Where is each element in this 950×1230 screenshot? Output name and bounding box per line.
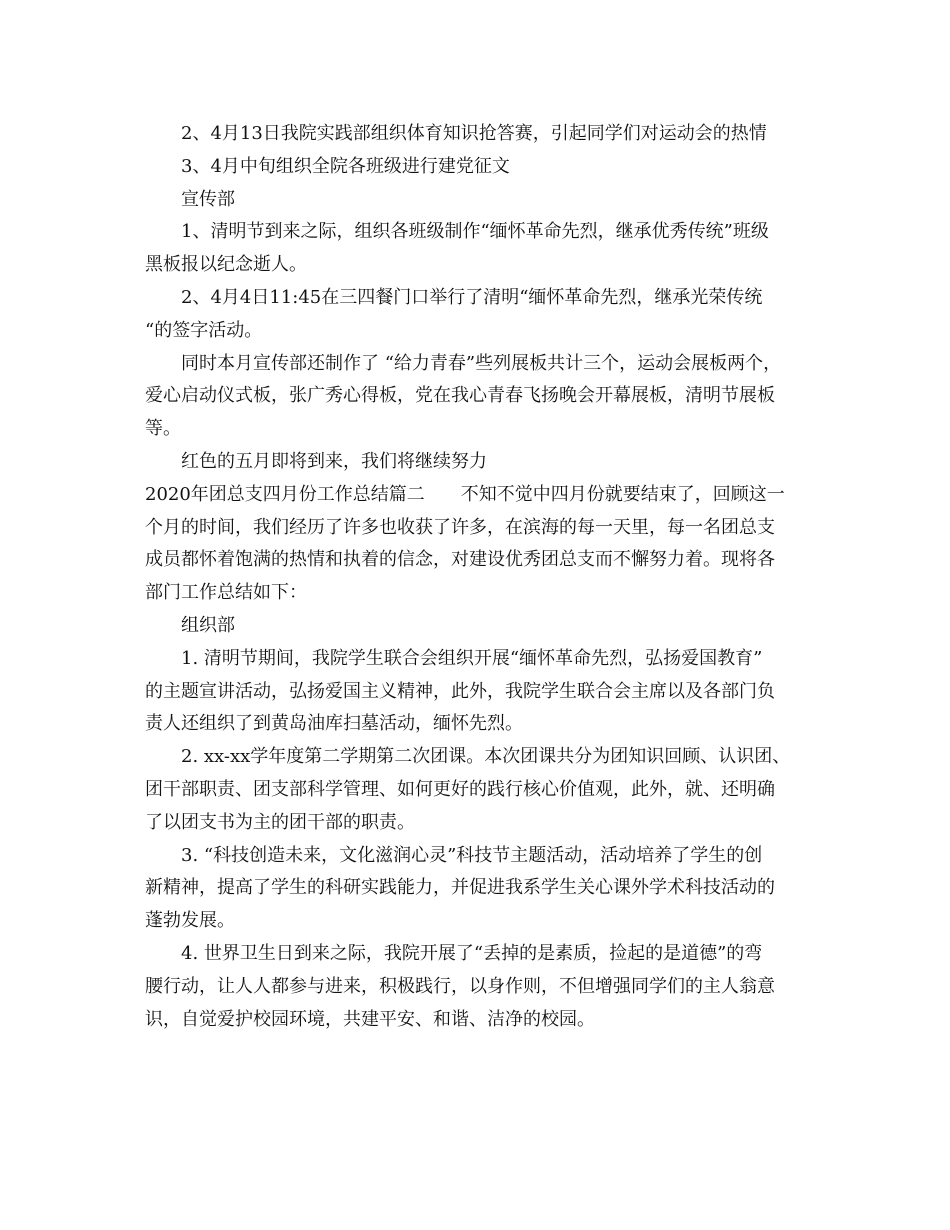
text-line: 等。 [145,418,181,440]
text-line: 1. 清明节期间，我院学生联合会组织开展“缅怀革命先烈，弘扬爱国教育” [145,647,763,669]
text-line: 新精神，提高了学生的科研实践能力，并促进我系学生关心课外学术科技活动的 [145,877,775,899]
section-heading: 宣传部 [145,188,235,210]
text-line: 蓬勃发展。 [145,910,235,932]
document-body [145,118,805,1036]
text-line: 的主题宣讲活动，弘扬爱国主义精神，此外，我院学生联合会主席以及各部门负 [145,680,775,702]
text-line: 部门工作总结如下： [145,582,307,604]
text-line: 黑板报以纪念逝人。 [145,254,307,276]
text-line: 了以团支书为主的团干部的职责。 [145,811,415,833]
section-heading: 组织部 [145,614,235,636]
text-line: 团干部职责、团支部科学管理、如何更好的践行核心价值观，此外，就、还明确 [145,778,775,800]
text-line: 2、4月13日我院实践部组织体育知识抢答赛，引起同学们对运动会的热情 [145,123,767,144]
text-line: 识，自觉爱护校园环境，共建平安、和谐、洁净的校园。 [145,1008,595,1030]
text-line: 2. xx-xx学年度第二学期第二次团课。本次团课共分为团知识回顾、认识团、 [145,746,791,768]
text-line: 责人还组织了到黄岛油库扫墓活动，缅怀先烈。 [145,713,523,735]
text-line: 3、4月中旬组织全院各班级进行建党征文 [145,155,510,177]
text-line: 爱心启动仪式板，张广秀心得板，党在我心青春飞扬晚会开幕展板，清明节展板 [145,385,775,407]
text-line: “的签字活动。 [145,319,263,341]
text-line: 个月的时间，我们经历了许多也收获了许多，在滨海的每一天里，每一名团总支 [145,516,775,538]
text-line: 4. 世界卫生日到来之际，我院开展了“丢掉的是素质，捡起的是道德”的弯 [145,942,763,964]
text-line: 红色的五月即将到来，我们将继续努力 [145,450,487,472]
text-line: 3. “科技创造未来，文化滋润心灵”科技节主题活动，活动培养了学生的创 [145,844,763,866]
text-line: 1、清明节到来之际，组织各班级制作“缅怀革命先烈，继承优秀传统”班级 [145,221,769,243]
text-line: 2020年团总支四月份工作总结篇二 不知不觉中四月份就要结束了，回顾这一 [145,483,785,505]
text-line: 2、4月4日11:45在三四餐门口举行了清明“缅怀革命先烈，继承光荣传统 [145,286,763,308]
text-line: 同时本月宣传部还制作了 “给力青春”些列展板共计三个，运动会展板两个， [145,352,782,374]
text-line: 成员都怀着饱满的热情和执着的信念，对建设优秀团总支而不懈努力着。现将各 [145,549,775,571]
text-line: 腰行动，让人人都参与进来，积极践行，以身作则，不但增强同学们的主人翁意 [145,975,775,997]
